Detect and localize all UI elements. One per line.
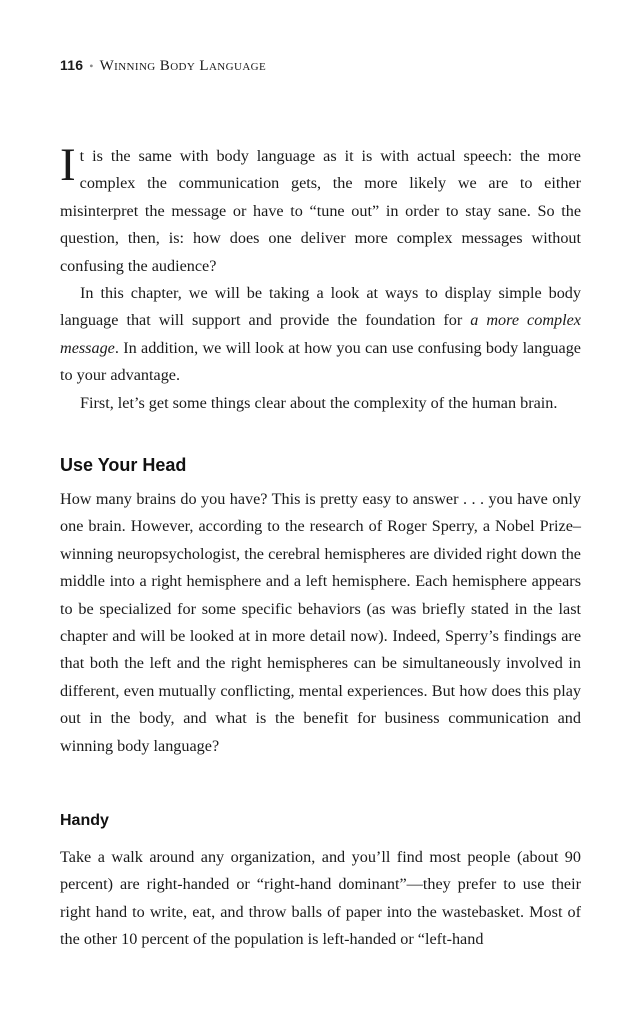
- intro-paragraph-1: [60, 139, 581, 280]
- subsection-paragraph: Take a walk around any organization, and you’ll find most people (about 90 percent) are right-handed or “right-hand dominant”—they prefer to use their right hand to write, eat, and throw balls of paper into the wastebasket. Most of the other 10 percent of the population is left-handed or “left-hand: [60, 848, 581, 949]
- intro-paragraph-2-start: In this chapter, we will be taking a look at ways to display simple body language that will support and provide the foundation for: [60, 284, 581, 330]
- subsection-heading: Handy: [60, 812, 109, 829]
- intro-paragraph-2-emphasis: a more complex message: [60, 311, 581, 357]
- subsection-text: [60, 844, 581, 954]
- intro-paragraph-2: [60, 280, 581, 390]
- section-paragraph: How many brains do you have? This is pretty easy to answer . . . you have only one brain. However, according to the research of Roger Sperry, a Nobel Prize–winning neuropsychologist, the cerebral hemispheres are divided right down the middle into a right hemisphere and a left hemisphere. Each hemisphere appears to be specialized for some specific behaviors (as was briefly stated in the last chapter and will be looked at in more detail now). Indeed, Sperry’s findings are that both the left and the right hemispheres can be simultaneously involved in different, even mutually conflicting, mental experiences. But how does this play out in the body, and what is the benefit for business communication and winning body language?: [60, 490, 581, 755]
- intro-paragraph-3: First, let’s get some things clear about the complexity of the human brain.: [80, 393, 558, 412]
- intro-paragraph-2-end: . In addition, we will look at how you can use confusing body language to your advantage.: [60, 338, 581, 385]
- bullet-separator-icon: •: [89, 59, 94, 73]
- page-number: 116: [60, 57, 84, 73]
- drop-cap: I: [60, 139, 76, 191]
- section-text: [60, 486, 581, 760]
- book-title: Winning Body Language: [99, 58, 267, 74]
- section-heading: Use Your Head: [60, 455, 187, 475]
- running-head: [60, 57, 266, 75]
- intro-paragraph-1-text: t is the same with body language as it is with actual speech: the more complex the communication gets, the more likely we are to either misinterpret the message or have to “tune out” in order to stay sane. So the question, then, is: how does one deliver more complex messages without confusing the audience?: [60, 147, 581, 275]
- intro-text: [60, 139, 581, 417]
